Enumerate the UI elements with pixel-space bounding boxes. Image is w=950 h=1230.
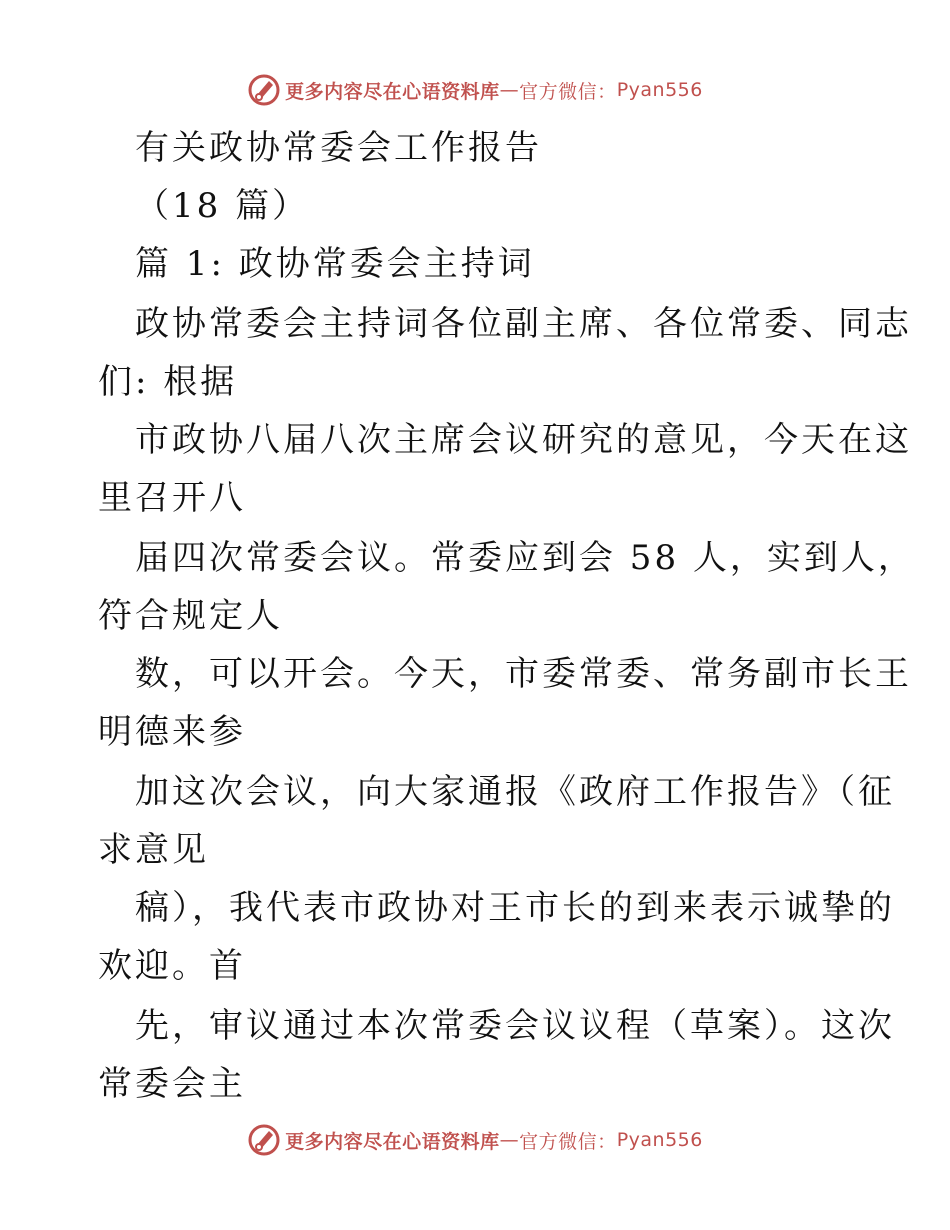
- watermark-wechat-id: Pyan556: [616, 1129, 703, 1151]
- paragraph-line: 届四次常委会议。常委应到会 58 人，实到人，: [135, 538, 915, 578]
- header-watermark: [0, 70, 950, 110]
- watermark-wechat-label: 官方微信：: [519, 1130, 617, 1153]
- footer-watermark: [0, 1120, 950, 1160]
- paragraph-line: 数，可以开会。今天，市委常委、常务副市长王: [135, 654, 912, 694]
- paragraph-line: 里召开八: [98, 478, 246, 518]
- paragraph-line: 常委会主: [98, 1064, 246, 1104]
- watermark-dash: —: [499, 79, 520, 101]
- watermark-dash: —: [499, 1129, 520, 1151]
- watermark-title: 更多内容尽在心语资料库: [285, 80, 500, 103]
- paragraph-line: 稿），我代表市政协对王市长的到来表示诚挚的: [135, 888, 895, 928]
- paragraph-line: 求意见: [98, 830, 209, 870]
- watermark-title: 更多内容尽在心语资料库: [285, 1130, 500, 1153]
- brand-logo-icon: [247, 1123, 281, 1157]
- paragraph-line: 加这次会议，向大家通报《政府工作报告》（征: [135, 772, 895, 812]
- paragraph-line: 们: 根据: [98, 362, 238, 402]
- brand-logo-icon: [247, 73, 281, 107]
- paragraph-line: 市政协八届八次主席会议研究的意见，今天在这: [135, 420, 912, 460]
- paragraph-line: 先，审议通过本次常委会议议程（草案）。这次: [135, 1006, 895, 1046]
- watermark-wechat-label: 官方微信：: [519, 80, 617, 103]
- watermark-wechat-id: Pyan556: [616, 79, 703, 101]
- paragraph-line: 符合规定人: [98, 596, 283, 636]
- document-title: 有关政协常委会工作报告: [135, 128, 542, 168]
- paragraph-line: 明德来参: [98, 712, 246, 752]
- section-heading: 篇 1: 政协常委会主持词: [135, 244, 535, 284]
- paragraph-line: 政协常委会主持词各位副主席、各位常委、同志: [135, 304, 912, 344]
- paragraph-line: 欢迎。首: [98, 946, 246, 986]
- document-subtitle: （18 篇）: [135, 186, 310, 226]
